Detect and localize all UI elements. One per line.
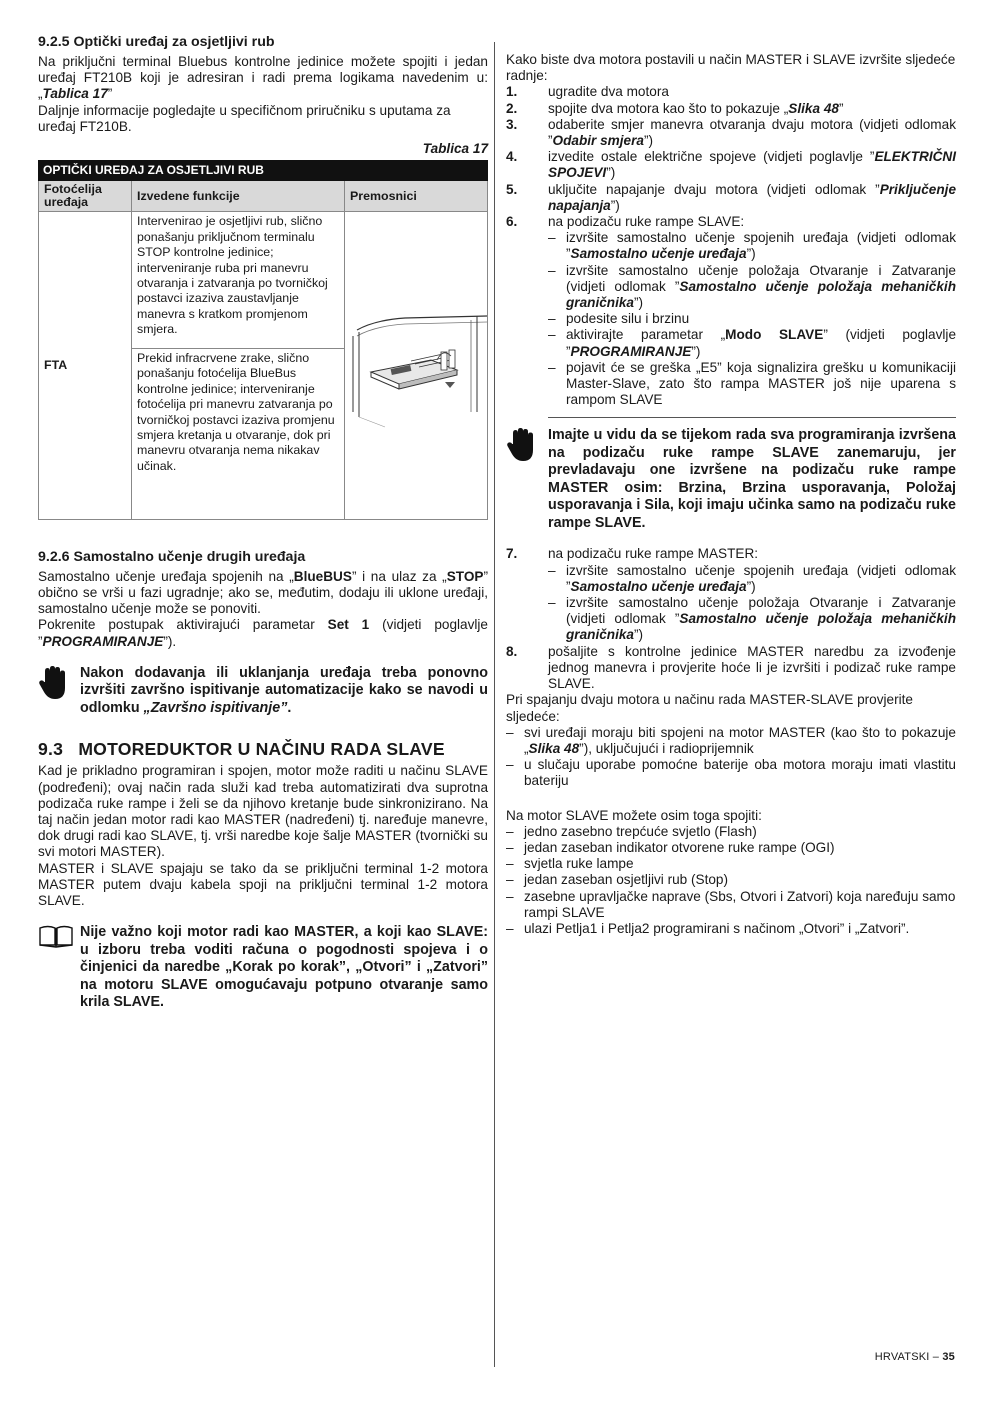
- table-cell-function-1: Intervenirao je osjetljivi rub, slično ponašanju priključnom terminalu STOP kontrolne jedinice; interveniranje ruba pri manevru otvaranja i zatvaranja po tvorničkoj postavci izaziva zaustavljanje manevra s kratkom promjenom smjera.: [132, 212, 345, 349]
- paragraph-bluebus-ft210b: Na priključni terminal Bluebus kontrolne jedinice možete spojiti i jedan uređaj FT210B koji je adresiran i radi prema logikama navedenim u: „Tablica 17”: [38, 54, 488, 102]
- slave-item-2: – jedan zaseban indikator otvorene ruke rampe (OGI): [506, 839, 835, 855]
- table-17: [38, 160, 488, 520]
- jumper-board-icon: [345, 212, 487, 514]
- check-item-2: – u slučaju uporabe pomoćne baterije oba motora moraju imati vlastitu bateriju: [506, 757, 956, 789]
- step-6-sub-a: – izvršite samostalno učenje spojenih uređaja (vidjeti odlomak ”Samostalno učenje uređaja”): [548, 230, 956, 262]
- note-separator: [548, 417, 956, 418]
- slave-item-6: – ulazi Petlja1 i Petlja2 programirani s načinom „Otvori” i „Zatvori”.: [506, 920, 910, 936]
- note-slave-programming-text: Imajte u vidu da se tijekom rada sva programiranja izvršena na podizaču ruke rampe SLAVE zanemaruju, jer prevladavaju one izvršene na podizaču ruke rampe MASTER osim: Brzina, Brzina usporavanja, Položaj usporavanja i Sila, koji imaju učinka samo na podizaču ruke rampe SLAVE.: [548, 427, 956, 531]
- paragraph-intro: Kako biste dva motora postavili u način MASTER i SLAVE izvršite sljedeće radnje:: [506, 52, 956, 84]
- right-column: [506, 52, 956, 937]
- step-6-sub-d: – aktivirajte parametar „Modo SLAVE” (vidjeti poglavlje ”PROGRAMIRANJE”): [548, 327, 957, 359]
- page-footer: HRVATSKI – 35: [874, 1351, 955, 1363]
- heading-9-2-6: 9.2.6 Samostalno učenje drugih uređaja: [38, 548, 306, 565]
- paragraph-slave-connect-intro: Na motor SLAVE možete osim toga spojiti:: [506, 807, 762, 823]
- step-2: 2. spojite dva motora kao što to pokazuje „Slika 48”: [506, 100, 844, 116]
- step-3: 3. odaberite smjer manevra otvaranja dvaju motora (vidjeti odlomak ”Odabir smjera”): [506, 116, 956, 149]
- left-column: [38, 34, 488, 1012]
- paragraph-more-info: Daljnje informacije pogledajte u specifičnom priručniku s uputama za uređaj FT210B.: [38, 102, 451, 134]
- paragraph-master-slave-wiring: MASTER i SLAVE spajaju se tako da se priključni terminal 1-2 motora MASTER putem dvaju kabela spoji na priključni terminal 1-2 motora SLAVE.: [38, 860, 488, 908]
- note-final-test: [38, 665, 488, 718]
- check-item-1: – svi uređaji moraju biti spojeni na motor MASTER (kao što to pokazuje „Slika 48”), uključujući i radioprijemnik: [506, 724, 956, 756]
- note-slave-programming: [506, 427, 956, 532]
- heading-9-3: 9.3 MOTOREDUKTOR U NAČINU RADA SLAVE: [38, 739, 445, 760]
- table-header-jumpers: Premosnici: [345, 181, 488, 212]
- table-cell-device: FTA: [39, 212, 132, 519]
- step-1: 1. ugradite dva motora: [506, 84, 669, 100]
- slave-item-1: – jedno zasebno trepćuće svjetlo (Flash): [506, 823, 757, 839]
- note-master-slave-text: Nije važno koji motor radi kao MASTER, a koji kao SLAVE: u izboru treba voditi računa o pogodnosti spojeva i o činjenici da naredbe „Korak po korak”, „Otvori” i „Zatvori” na motoru SLAVE omogućavaju potpuno otvaranje samo krila SLAVE.: [80, 924, 488, 1011]
- paragraph-slave-mode: Kad je prikladno programiran i spojen, motor može raditi u načinu SLAVE (podređeni); ovaj način rada služi kad treba automatizirati dva suprotna podizača ruke rampe i želi se da njihovo kretanje bude sinkronizirano. Na taj način jedan motor radi kao MASTER (nadređeni) tj. naređuje manevre, dok drugi radi kao SLAVE, tj. vrši naredbe koje šalje MASTER (tvornički su svi motori MASTER).: [38, 763, 488, 860]
- step-6-sub-e: – pojavit će se greška „E5” koja signalizira grešku u komunikaciji Master-Slave, zato što rampa MASTER još nije uparena s rampom SLAVE: [548, 359, 956, 408]
- book-icon: [38, 924, 80, 960]
- step-6: 6. na podizaču ruke rampe SLAVE:: [506, 214, 745, 230]
- table-header-functions: Izvedene funkcije: [132, 181, 345, 212]
- table-cell-function-2: Prekid infracrvene zrake, slično ponašanju fotoćelija BlueBus kontrolne jedinice; interveniranje fotoćelija pri manevru zatvaranja po tvorničkoj postavci izaziva promjenu smjera kretanja u otvaranje, dok pri manevru otvaranja nema nikakav učinak.: [132, 349, 345, 520]
- step-5: 5. uključite napajanje dvaju motora (vidjeti odlomak ”Priključenje napajanja”): [506, 181, 956, 213]
- table-title: OPTIČKI UREĐAJ ZA OSJETLJIVI RUB: [39, 161, 488, 181]
- slave-item-3: – svjetla ruke lampe: [506, 856, 634, 872]
- hand-warning-icon: [38, 665, 80, 701]
- step-8: 8. pošaljite s kontrolne jedinice MASTER naredbu za izvođenje jednog manevra i provjerite hoće li je izvršiti i podizač ruke rampe SLAVE.: [506, 643, 956, 692]
- hand-warning-icon: [506, 427, 548, 463]
- slave-item-5: – zasebne upravljačke naprave (Sbs, Otvori i Zatvori) koja naređuju samo rampi SLAVE: [506, 888, 956, 920]
- note-master-slave-choice: [38, 924, 488, 1012]
- paragraph-self-learning: Samostalno učenje uređaja spojenih na „BlueBUS” i na ulaz za „STOP” obično se vrši u fazi ugradnje; ako se, međutim, dodaju ili uklone uređaji, samostalno učenje može se ponoviti.: [38, 568, 488, 617]
- step-7-sub-a: – izvršite samostalno učenje spojenih uređaja (vidjeti odlomak ”Samostalno učenje uređaja”): [548, 562, 956, 594]
- jumper-illustration: [345, 212, 488, 519]
- note-final-test-text: Nakon dodavanja ili uklanjanja uređaja treba ponovno izvršiti završno ispitivanje automatizacije kako se navodi u odlomku „Završno ispitivanje”.: [80, 664, 488, 716]
- paragraph-set1: Pokrenite postupak aktivirajući parametar Set 1 (vidjeti poglavlje ”PROGRAMIRANJE”).: [38, 617, 488, 649]
- step-6-sub-c: – podesite silu i brzinu: [548, 311, 690, 327]
- slave-item-4: – jedan zaseban osjetljivi rub (Stop): [506, 872, 729, 888]
- table-header-device: Fotoćelija uređaja: [39, 181, 132, 212]
- step-7: 7. na podizaču ruke rampe MASTER:: [506, 546, 759, 562]
- table-caption: Tablica 17: [422, 141, 488, 157]
- step-6-sub-b: – izvršite samostalno učenje položaja Otvaranje i Zatvaranje (vidjeti odlomak ”Samostalno učenje položaja mehaničkih graničnika”): [548, 262, 956, 311]
- step-7-sub-b: – izvršite samostalno učenje položaja Otvaranje i Zatvaranje (vidjeti odlomak ”Samostalno učenje položaja mehaničkih graničnika”): [548, 595, 956, 643]
- column-divider: [494, 42, 495, 1367]
- step-4: 4. izvedite ostale električne spojeve (vidjeti poglavlje ”ELEKTRIČNI SPOJEVI”): [506, 149, 956, 181]
- page-number: 35: [942, 1351, 955, 1363]
- paragraph-check-intro: Pri spajanju dvaju motora u načinu rada MASTER-SLAVE provjerite sljedeće:: [506, 692, 913, 724]
- heading-9-2-5: 9.2.5 Optički uređaj za osjetljivi rub: [38, 34, 275, 50]
